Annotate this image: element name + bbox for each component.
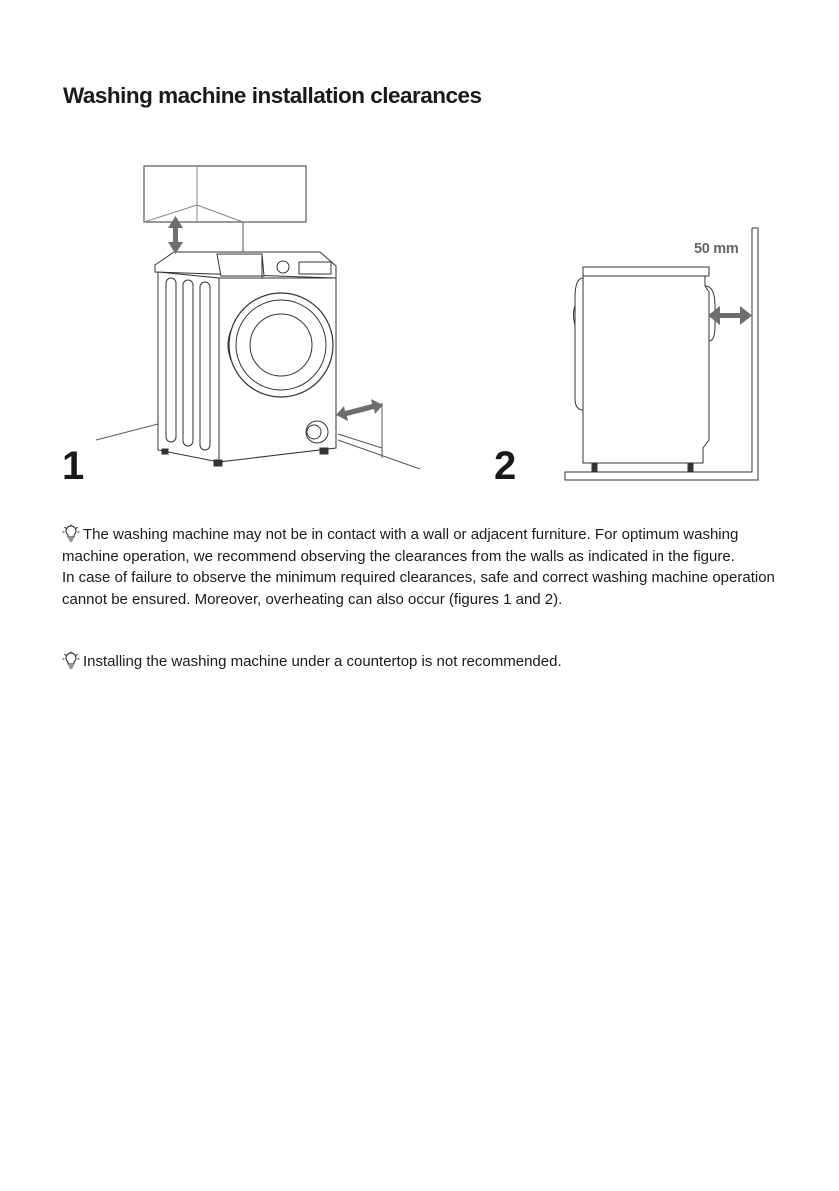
lightbulb-icon bbox=[62, 651, 80, 669]
lightbulb-icon bbox=[62, 524, 80, 542]
figure-1-illustration bbox=[96, 166, 420, 469]
note-1-text: The washing machine may not be in contact with a wall or adjacent furniture. For optimum washing machine operation, we recommend observing the clearances from the walls as indicated in the figure. bbox=[62, 526, 739, 565]
note-block-1 bbox=[62, 524, 782, 610]
installation-illustration bbox=[0, 0, 839, 520]
figure-2-illustration bbox=[565, 228, 758, 480]
clearance-dimension-label: 50 mm bbox=[694, 241, 739, 257]
note-block-2 bbox=[62, 651, 782, 673]
figure-2-number: 2 bbox=[494, 444, 517, 488]
note-paragraph-2: In case of failure to observe the minimum required clearances, safe and correct washing machine operation cannot be ensured. Moreover, overheating can also occur (figures 1 and 2). bbox=[62, 569, 775, 608]
note-paragraph-1 bbox=[62, 524, 782, 567]
note-paragraph-3 bbox=[62, 651, 782, 673]
note-2-text: Installing the washing machine under a countertop is not recommended. bbox=[83, 653, 562, 670]
figure-1-number: 1 bbox=[62, 444, 85, 488]
page-title: Washing machine installation clearances bbox=[63, 83, 482, 108]
